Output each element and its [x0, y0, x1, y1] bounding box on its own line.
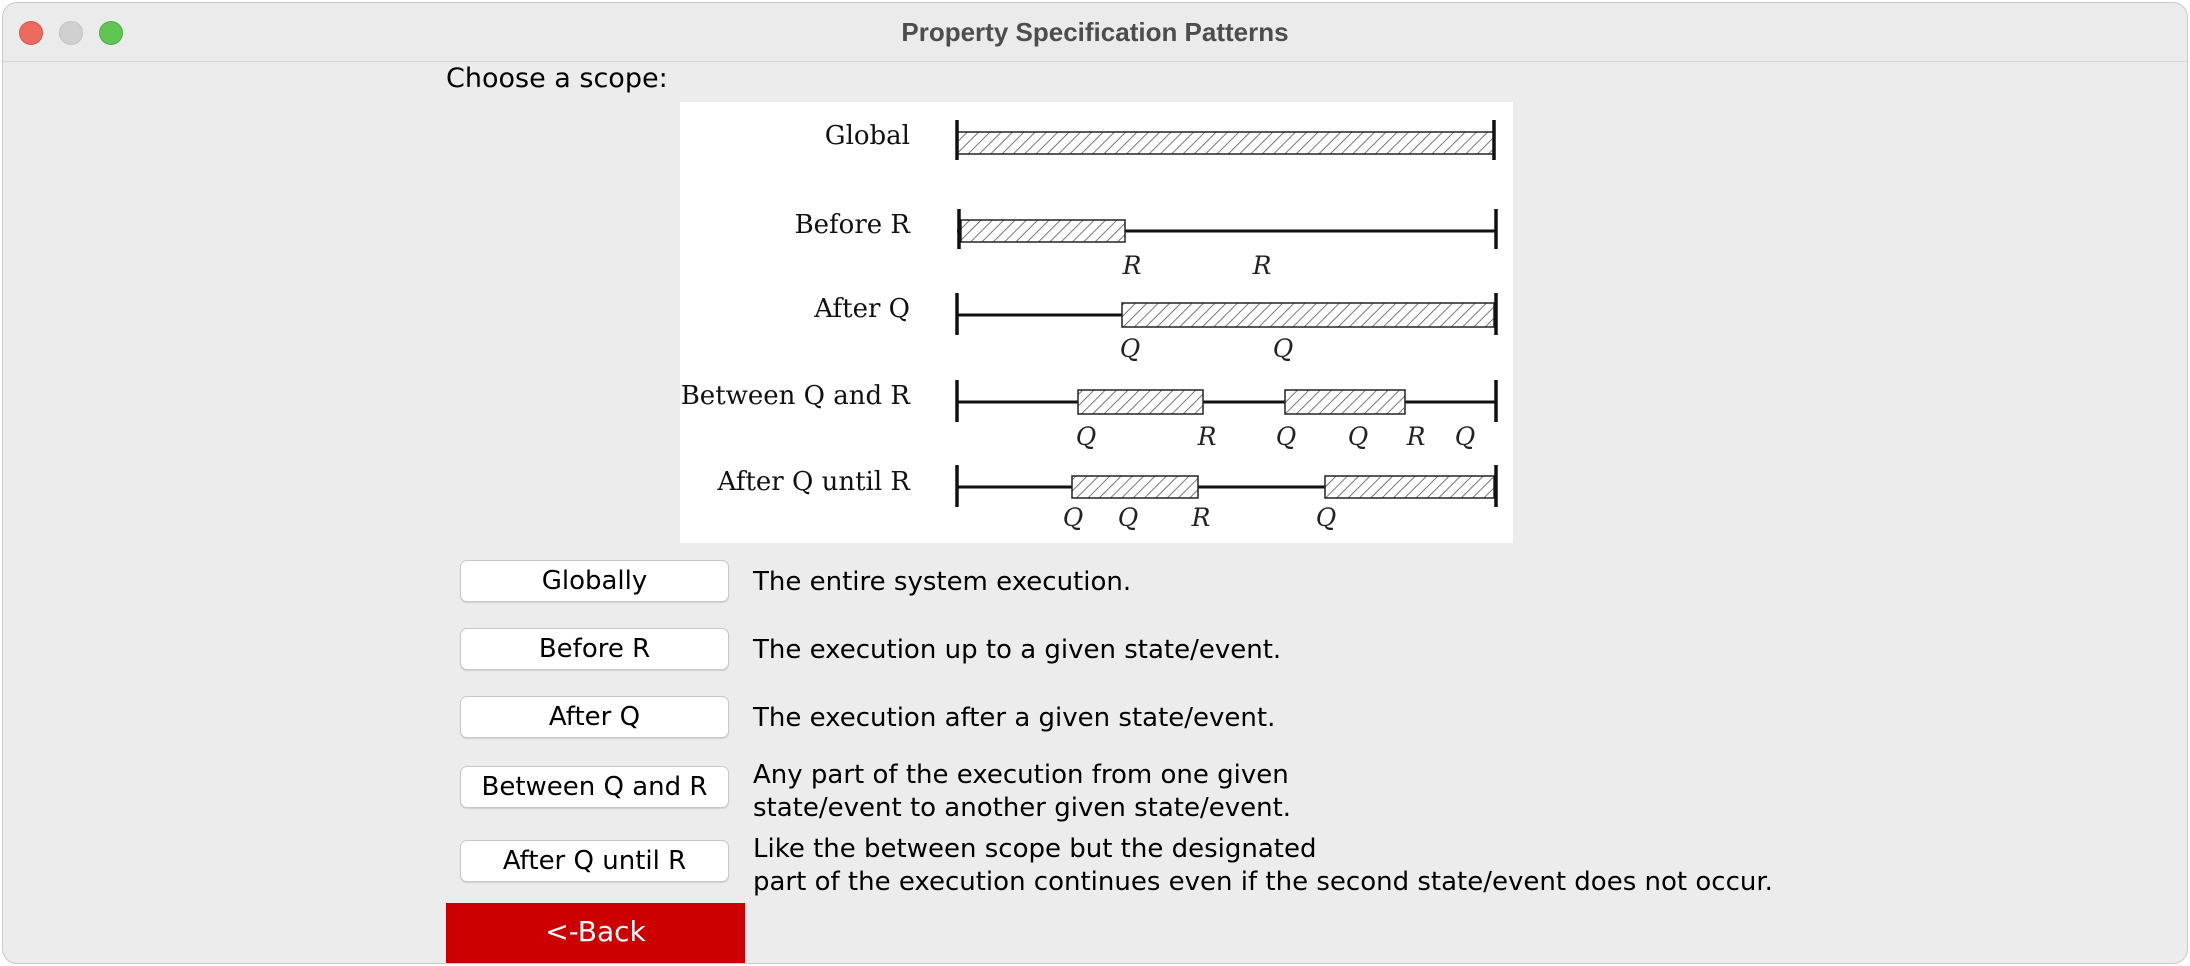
- diagram-mark-r: R: [1191, 503, 1211, 532]
- timeline-before-r: [957, 209, 1496, 249]
- description-line: state/event to another given state/event.: [753, 793, 1292, 823]
- timeline-after-q: [957, 293, 1496, 335]
- window-title: Property Specification Patterns: [901, 17, 1289, 47]
- after-q-description: [753, 702, 1275, 735]
- globally-button[interactable]: Globally: [460, 560, 729, 602]
- diagram-mark-q: Q: [1275, 422, 1297, 451]
- diagram-label-between-q-and-r: Between Q and R: [680, 381, 910, 411]
- app-window: [3, 3, 2187, 963]
- timeline-after-q-until-r: [957, 465, 1496, 507]
- after-q-until-r-description: [753, 833, 1773, 899]
- diagram-mark-q: Q: [1454, 422, 1476, 451]
- description-line: The execution after a given state/event.: [753, 703, 1276, 733]
- description-line: Any part of the execution from one given: [753, 760, 1289, 790]
- diagram-mark-r: R: [1122, 251, 1142, 280]
- before-r-description: [753, 634, 1281, 667]
- diagram-label-after-q-until-r: After Q until R: [717, 467, 910, 497]
- diagram-mark-q: Q: [1075, 422, 1097, 451]
- diagram-mark-r: R: [1252, 251, 1272, 280]
- scope-prompt: Choose a scope:: [446, 63, 668, 94]
- between-q-and-r-button[interactable]: Between Q and R: [460, 766, 729, 808]
- between-q-and-r-description: [753, 759, 1291, 825]
- before-r-button[interactable]: Before R: [460, 628, 729, 670]
- diagram-mark-q: Q: [1315, 503, 1337, 532]
- description-line: Like the between scope but the designated: [753, 834, 1317, 864]
- diagram-mark-q: Q: [1117, 503, 1139, 532]
- diagram-label-after-q: After Q: [814, 294, 910, 324]
- diagram-label-global: Global: [824, 121, 910, 151]
- globally-description: [753, 566, 1131, 599]
- title-bar: [3, 3, 2187, 62]
- diagram-mark-q: Q: [1119, 334, 1141, 363]
- after-q-until-r-button[interactable]: After Q until R: [460, 840, 729, 882]
- diagram-mark-q: Q: [1347, 422, 1369, 451]
- description-line: part of the execution continues even if the second state/event does not occur.: [753, 867, 1773, 897]
- description-line: The execution up to a given state/event.: [753, 635, 1282, 665]
- diagram-mark-r: R: [1406, 422, 1426, 451]
- diagram-mark-r: R: [1197, 422, 1217, 451]
- description-line: The entire system execution.: [753, 567, 1132, 597]
- back-button[interactable]: <-Back: [446, 903, 745, 963]
- after-q-button[interactable]: After Q: [460, 696, 729, 738]
- diagram-mark-q: Q: [1062, 503, 1084, 532]
- timeline-global: [957, 120, 1494, 160]
- diagram-mark-q: Q: [1272, 334, 1294, 363]
- scope-diagram: [680, 102, 1513, 543]
- timeline-between-q-and-r: [957, 380, 1496, 422]
- diagram-label-before-r: Before R: [794, 210, 910, 240]
